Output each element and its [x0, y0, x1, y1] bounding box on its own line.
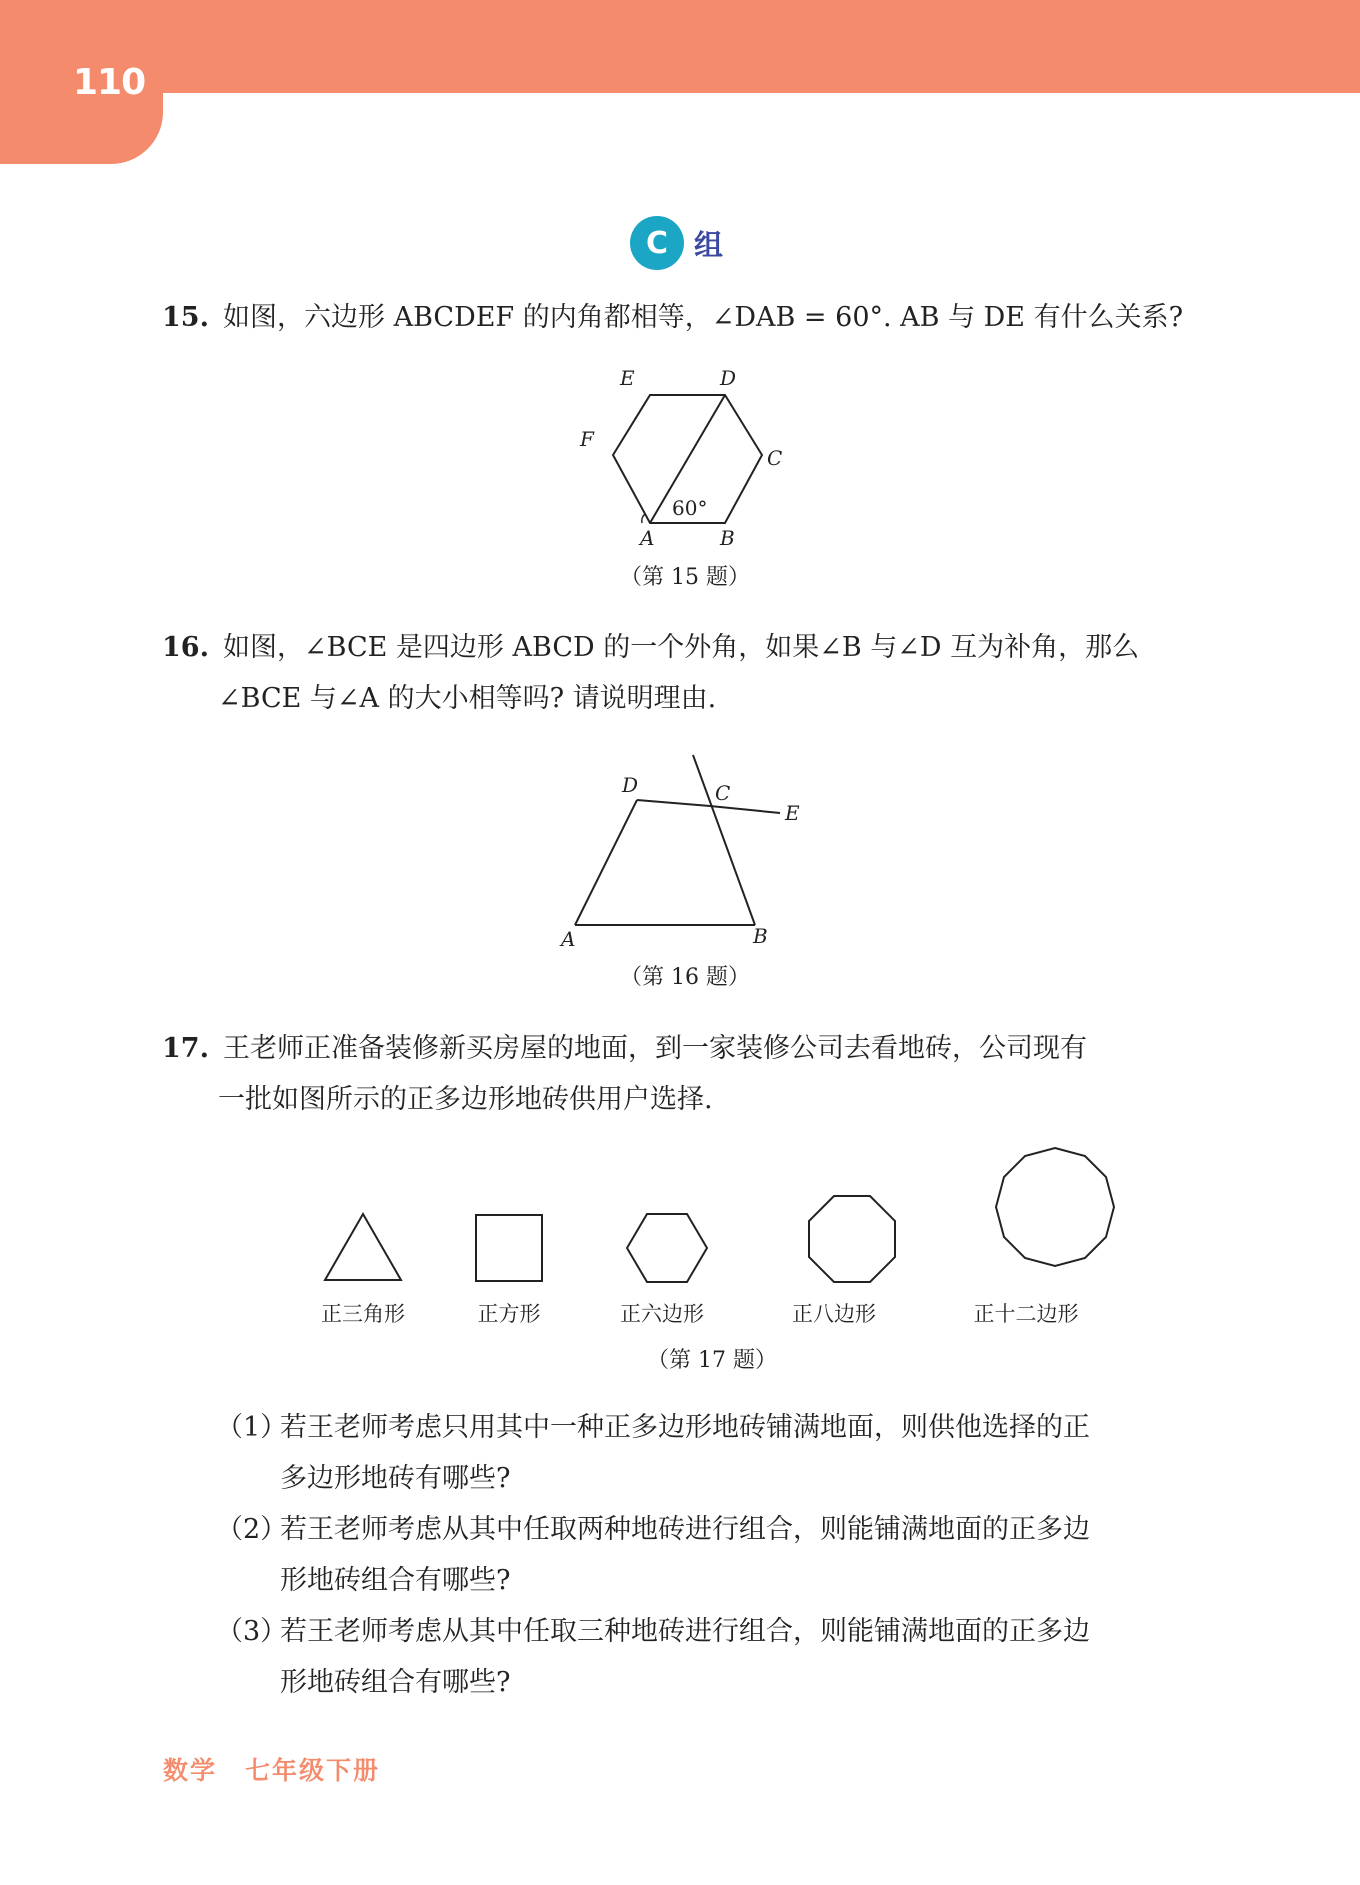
- sub-question-line1: 若王老师考虑从其中任取两种地砖进行组合，则能铺满地面的正多边: [280, 1514, 1090, 1545]
- label-B: B: [720, 526, 735, 550]
- question-number: 15.: [162, 302, 209, 333]
- group-word: 组: [694, 227, 724, 262]
- figure-17-caption: （第 17 题）: [647, 1348, 777, 1373]
- group-heading: [630, 216, 723, 270]
- label-E: E: [620, 366, 635, 390]
- sub-question-number: （2）: [216, 1514, 288, 1545]
- header-band: [0, 0, 1360, 93]
- figure-17-polygons: [300, 1130, 1120, 1290]
- label-F: F: [580, 427, 594, 451]
- dodecagon-shape: [996, 1148, 1114, 1266]
- sub-question-2: [216, 1504, 1206, 1606]
- page-number: 110: [73, 62, 146, 103]
- sub-question-line2: 多边形地砖有哪些?: [280, 1463, 511, 1494]
- question-number: 16.: [162, 632, 209, 663]
- figure-15-hexagon: [570, 365, 800, 550]
- square-shape: [476, 1215, 542, 1281]
- hexagon-shape: [627, 1214, 707, 1282]
- sub-question-line2: 形地砖组合有哪些?: [280, 1565, 511, 1596]
- question-15: [162, 292, 1202, 343]
- shape-label-square: 正方形: [477, 1302, 541, 1326]
- shape-label-octagon: 正八边形: [792, 1302, 876, 1326]
- sub-question-line2: 形地砖组合有哪些?: [280, 1667, 511, 1698]
- label-B: B: [753, 924, 768, 948]
- figure-15-caption: （第 15 题）: [620, 565, 750, 590]
- sub-question-3: [216, 1606, 1206, 1708]
- figure-16-caption: （第 16 题）: [620, 965, 750, 990]
- label-D: D: [720, 366, 737, 390]
- question-number: 17.: [162, 1033, 209, 1064]
- question-17: [162, 1023, 1202, 1125]
- footer-subject: 数学: [163, 1756, 218, 1785]
- sub-question-line1: 若王老师考虑只用其中一种正多边形地砖铺满地面，则供他选择的正: [280, 1412, 1090, 1443]
- label-D: D: [622, 773, 639, 797]
- triangle-shape: [325, 1214, 401, 1280]
- sub-question-number: （1）: [216, 1412, 288, 1443]
- shape-label-dodecagon: 正十二边形: [973, 1302, 1079, 1326]
- footer-grade: 七年级下册: [245, 1756, 381, 1785]
- sub-question-number: （3）: [216, 1616, 288, 1647]
- shape-label-triangle: 正三角形: [321, 1302, 405, 1326]
- label-A: A: [561, 927, 576, 950]
- question-text-line1: 王老师正准备装修新买房屋的地面，到一家装修公司去看地砖，公司现有: [222, 1033, 1087, 1064]
- question-16: [162, 622, 1202, 724]
- angle-label: 60°: [672, 496, 708, 520]
- question-text-line2: ∠BCE 与∠A 的大小相等吗? 请说明理由.: [218, 683, 717, 714]
- question-text-line1: 如图，∠BCE 是四边形 ABCD 的一个外角，如果∠B 与∠D 互为补角，那么: [222, 632, 1140, 663]
- footer: [163, 1751, 380, 1787]
- octagon-shape: [809, 1196, 895, 1282]
- label-C: C: [767, 446, 783, 470]
- sub-question-line1: 若王老师考虑从其中任取三种地砖进行组合，则能铺满地面的正多边: [280, 1616, 1090, 1647]
- question-text-line2: 一批如图所示的正多边形地砖供用户选择.: [218, 1084, 713, 1115]
- sub-question-1: [216, 1402, 1206, 1504]
- question-text: 如图，六边形 ABCDEF 的内角都相等，∠DAB = 60°. AB 与 DE 有什么关系?: [222, 302, 1184, 333]
- label-C: C: [715, 781, 731, 805]
- label-A: A: [640, 526, 655, 550]
- shape-label-hexagon: 正六边形: [620, 1302, 704, 1326]
- label-E: E: [785, 801, 800, 825]
- figure-16-quadrilateral: [555, 750, 815, 950]
- group-badge: C: [630, 216, 684, 270]
